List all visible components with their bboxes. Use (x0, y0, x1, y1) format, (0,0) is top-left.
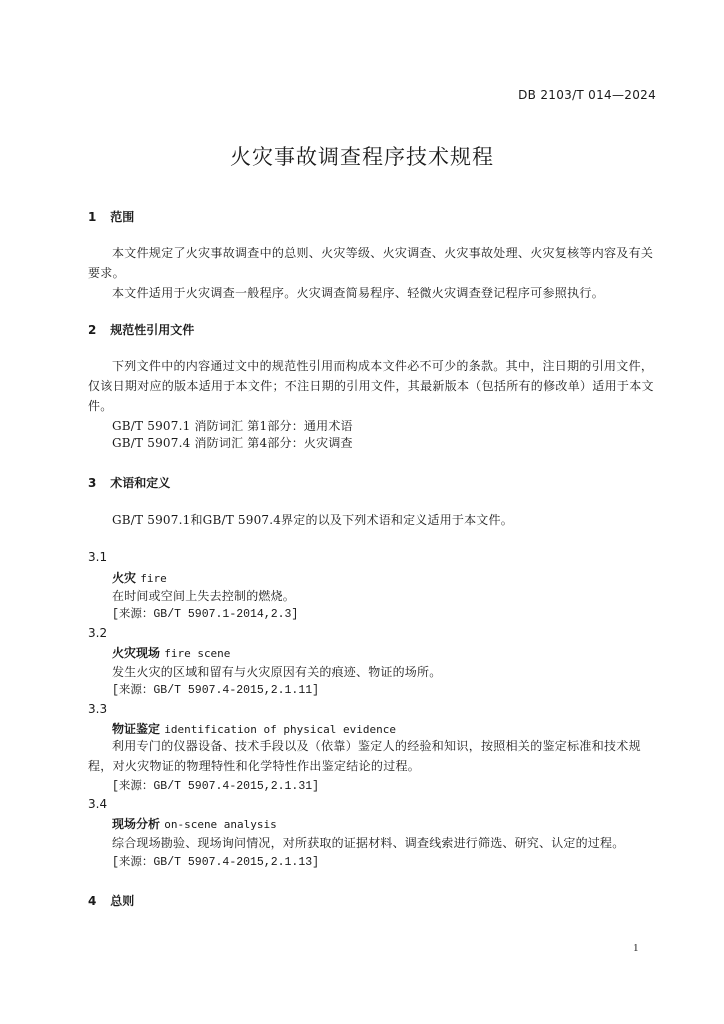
section-number: 3 (88, 476, 97, 490)
term-number: 3.4 (88, 797, 108, 811)
term-definition: 综合现场勘验、现场询问情况，对所获取的证据材料、调查线索进行筛选、研究、认定的过程。 (112, 836, 625, 850)
section-1-heading (88, 208, 134, 225)
document-title: 火灾事故调查程序技术规程 (230, 145, 494, 169)
term-source: [来源：GB/T 5907.1-2014,2.3] (112, 608, 299, 621)
section-2-heading (88, 321, 194, 338)
normative-reference: GB/T 5907.4 消防词汇 第4部分：火灾调查 (112, 436, 353, 450)
term-en: identification of physical evidence (164, 723, 396, 736)
section-3-heading (88, 474, 170, 491)
term-source: [来源：GB/T 5907.4-2015,2.1.11] (112, 684, 320, 697)
section-1-para-2: 本文件适用于火灾调查一般程序。火灾调查简易程序、轻微火灾调查登记程序可参照执行。 (112, 286, 605, 300)
standard-code: DB 2103/T 014—2024 (518, 88, 656, 102)
section-number: 4 (88, 894, 97, 908)
section-title: 总则 (110, 894, 135, 908)
term-en: fire (140, 572, 167, 585)
term-title (112, 720, 396, 737)
term-definition: 发生火灾的区域和留有与火灾原因有关的痕迹、物证的场所。 (112, 665, 442, 679)
term-en: fire scene (164, 647, 231, 660)
term-number: 3.3 (88, 702, 108, 716)
term-title (112, 569, 167, 586)
section-title: 术语和定义 (110, 476, 171, 490)
term-number: 3.2 (88, 626, 108, 640)
section-number: 2 (88, 323, 97, 337)
section-2-para-1: 下列文件中的内容通过文中的规范性引用而构成本文件必不可少的条款。其中，注日期的引用文件，仅该日期对应的版本适用于本文件；不注日期的引用文件，其最新版本（包括所有的修改单）适用于本文件。 (88, 359, 654, 413)
term-definition: 利用专门的仪器设备、技术手段以及（依靠）鉴定人的经验和知识，按照相关的鉴定标准和技术规程，对火灾物证的物理特性和化学特性作出鉴定结论的过程。 (88, 739, 641, 773)
section-3-intro: GB/T 5907.1和GB/T 5907.4界定的以及下列术语和定义适用于本文件。 (112, 513, 513, 527)
section-title: 规范性引用文件 (110, 323, 195, 337)
term-source: [来源：GB/T 5907.4-2015,2.1.13] (112, 856, 320, 869)
term-en: on-scene analysis (164, 818, 277, 831)
term-title (112, 644, 230, 661)
section-1-para-1: 本文件规定了火灾事故调查中的总则、火灾等级、火灾调查、火灾事故处理、火灾复核等内容及有关要求。 (88, 246, 654, 280)
term-zh: 现场分析 (112, 817, 161, 831)
term-definition: 在时间或空间上失去控制的燃烧。 (112, 589, 296, 603)
term-number: 3.1 (88, 550, 108, 564)
term-source: [来源：GB/T 5907.4-2015,2.1.31] (112, 780, 320, 793)
page-number: 1 (633, 942, 639, 954)
normative-reference: GB/T 5907.1 消防词汇 第1部分：通用术语 (112, 419, 353, 433)
term-zh: 物证鉴定 (112, 722, 161, 736)
section-4-heading (88, 892, 134, 909)
term-zh: 火灾现场 (112, 646, 161, 660)
term-title (112, 815, 277, 832)
term-zh: 火灾 (112, 571, 137, 585)
section-title: 范围 (110, 210, 135, 224)
section-number: 1 (88, 210, 97, 224)
